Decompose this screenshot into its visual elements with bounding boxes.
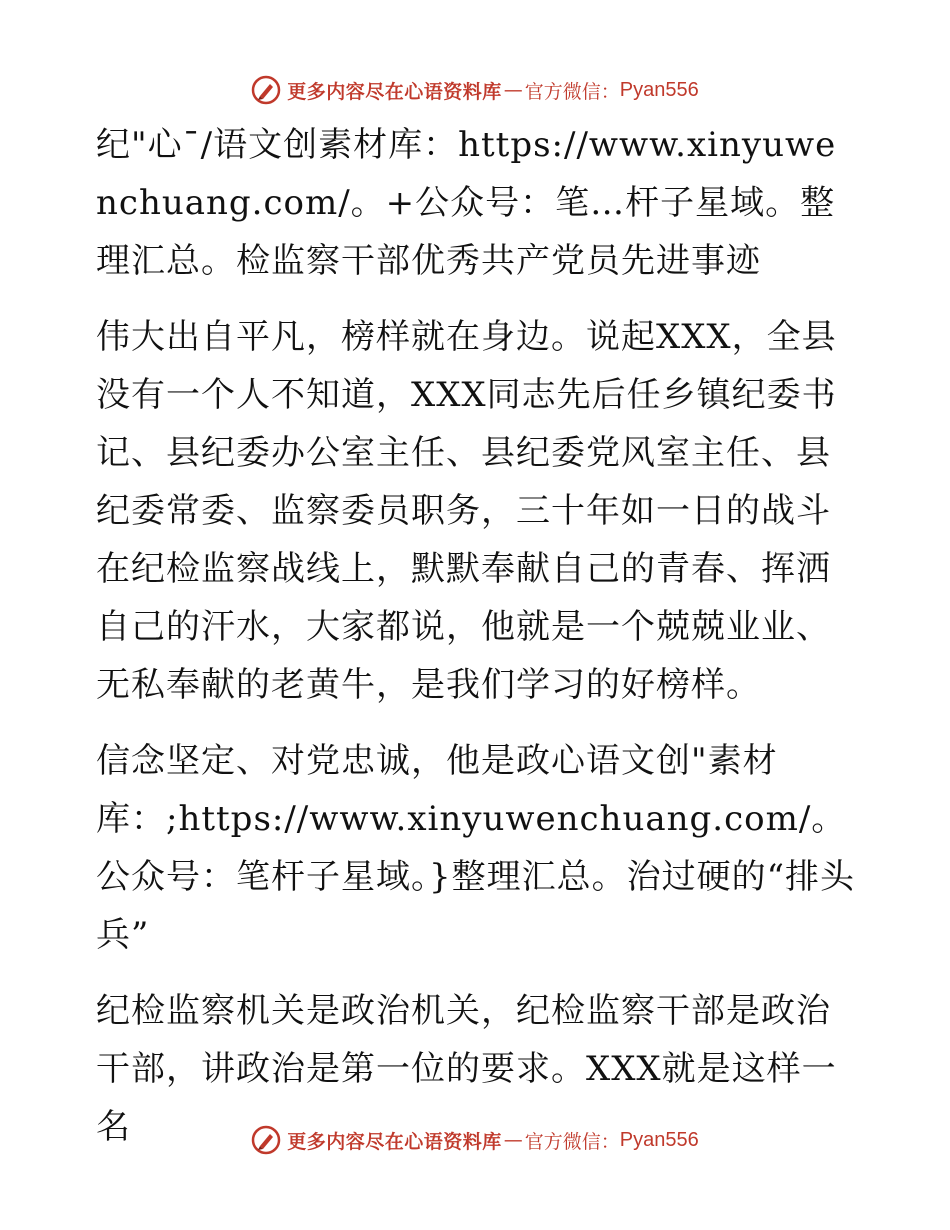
- watermark-wechat-label: 官方微信：: [524, 80, 620, 103]
- paragraph-3: 信念坚定、对党忠诚，他是政心语文创"素材库：;https://www.xinyuwenchuang.com/。公众号：笔杆子星域。}整理汇总。治过硬的“排头兵”: [96, 741, 856, 955]
- paragraph-2: 伟大出自平凡，榜样就在身边。说起XXX，全县没有一个人不知道，XXX同志先后任乡镇纪委书记、县纪委办公室主任、县纪委党风室主任、县纪委常委、监察委员职务，三十年如一日的战斗在纪检监察战线上，默默奉献自己的青春、挥洒自己的汗水，大家都说，他就是一个兢兢业业、无私奉献的老黄牛，是我们学习的好榜样。: [96, 317, 837, 705]
- paragraph-4: 纪检监察机关是政治机关，纪检监察干部是政治干部，讲政治是第一位的要求。XXX就是这样一名: [96, 991, 837, 1147]
- watermark-text: 更多内容尽在心语资料库: [287, 1130, 502, 1153]
- watermark-wechat-label: 官方微信：: [524, 1130, 620, 1153]
- watermark-separator: —: [503, 1129, 523, 1151]
- header-watermark: [0, 70, 950, 110]
- watermark-wechat-id: Pyan556: [619, 78, 699, 101]
- footer-watermark: [0, 1120, 950, 1160]
- paragraph-1: 纪"心¯/语文创素材库：https://www.xinyuwenchuang.com/。+公众号：笔…杆子星域。整理汇总。检监察干部优秀共产党员先进事迹: [96, 125, 837, 281]
- pen-logo-icon: [251, 1125, 281, 1155]
- watermark-separator: —: [503, 79, 523, 101]
- watermark-wechat-id: Pyan556: [619, 1128, 699, 1151]
- pen-logo-icon: [251, 75, 281, 105]
- watermark-text: 更多内容尽在心语资料库: [287, 80, 502, 103]
- document-body: [96, 116, 856, 1174]
